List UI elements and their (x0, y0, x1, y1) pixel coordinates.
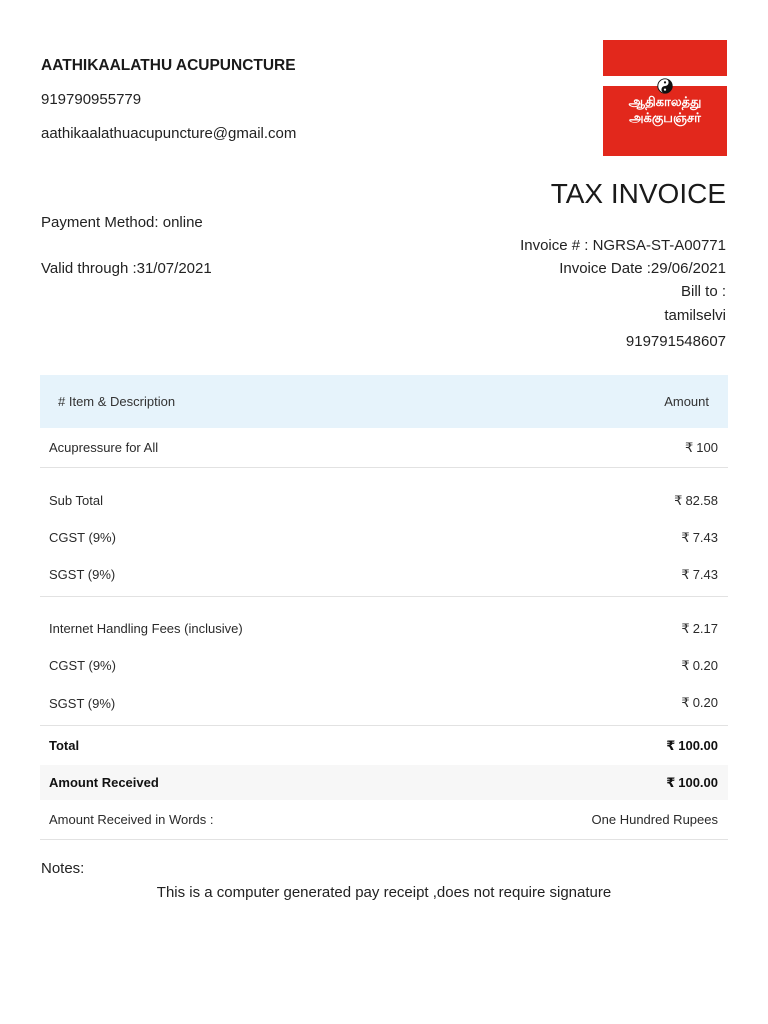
rupee-icon: ₹ (666, 774, 676, 790)
item-amount: ₹ 100 (685, 439, 718, 455)
notes-label: Notes: (41, 860, 85, 877)
rupee-icon: ₹ (666, 737, 676, 753)
rupee-icon: ₹ (674, 492, 683, 508)
rupee-icon: ₹ (681, 620, 690, 636)
table-row (40, 556, 728, 593)
table-row (40, 519, 728, 556)
rupee-icon: ₹ (681, 657, 690, 673)
amount-received-row (40, 765, 728, 800)
table-row (40, 684, 728, 722)
logo-text-line2: அக்குபஞ்சர் (629, 110, 701, 125)
amount-in-words-row (40, 800, 728, 839)
table-header (40, 375, 728, 428)
table-row (40, 610, 728, 647)
row-amount: ₹ 7.43 (681, 529, 718, 545)
row-amount: ₹ 7.43 (681, 566, 718, 582)
invoice-date: Invoice Date :29/06/2021 (559, 260, 726, 277)
amount-received-value: ₹ 100.00 (666, 774, 718, 790)
bill-to-label: Bill to : (680, 283, 726, 300)
amount-in-words-value: One Hundred Rupees (591, 812, 718, 827)
rupee-icon: ₹ (681, 566, 690, 582)
row-amount: ₹ 2.17 (681, 620, 718, 636)
valid-through: Valid through :31/07/2021 (41, 260, 212, 277)
total-amount: ₹ 100.00 (666, 737, 718, 753)
company-logo (603, 40, 727, 156)
rupee-icon: ₹ (681, 529, 690, 545)
logo-top-band (603, 40, 727, 76)
document-title: TAX INVOICE (550, 178, 726, 209)
row-label: Sub Total (49, 493, 103, 508)
column-header-amount: Amount (664, 394, 709, 409)
total-label: Total (49, 738, 80, 753)
company-email: aathikaalathuacupuncture@gmail.com (41, 125, 297, 142)
row-label: CGST (9%) (49, 530, 116, 545)
table-row (40, 647, 728, 684)
row-label: Internet Handling Fees (inclusive) (49, 621, 243, 636)
logo-text-line1: ஆதிகாலத்து (628, 94, 702, 109)
rupee-icon: ₹ (685, 439, 694, 455)
row-label: CGST (9%) (49, 658, 116, 673)
bill-to-name: tamilselvi (664, 307, 726, 324)
company-phone: 919790955779 (41, 91, 142, 108)
invoice-number: Invoice # : NGRSA-ST-A00771 (520, 237, 726, 254)
row-amount: ₹ 0.20 (681, 695, 718, 710)
rupee-icon: ₹ (681, 695, 690, 710)
table-row (40, 482, 728, 519)
yin-yang-icon (657, 78, 673, 94)
total-row (40, 726, 728, 765)
payment-method: Payment Method: online (41, 214, 203, 231)
row-label: SGST (9%) (49, 567, 116, 582)
row-label: SGST (9%) (49, 695, 116, 711)
amount-received-label: Amount Received (49, 775, 159, 790)
row-divider (40, 839, 728, 840)
company-name: AATHIKAALATHU ACUPUNCTURE (41, 57, 296, 74)
column-header-item: # Item & Description (58, 394, 176, 409)
invoice-table (40, 375, 728, 840)
amount-in-words-label: Amount Received in Words : (49, 812, 214, 827)
bill-to-phone: 919791548607 (625, 333, 726, 350)
notes-text: This is a computer generated pay receipt ,does not require signature (156, 884, 612, 901)
row-amount: ₹ 0.20 (681, 657, 718, 673)
row-amount: ₹ 82.58 (674, 492, 718, 508)
table-row (40, 428, 728, 467)
item-description: Acupressure for All (49, 440, 159, 455)
